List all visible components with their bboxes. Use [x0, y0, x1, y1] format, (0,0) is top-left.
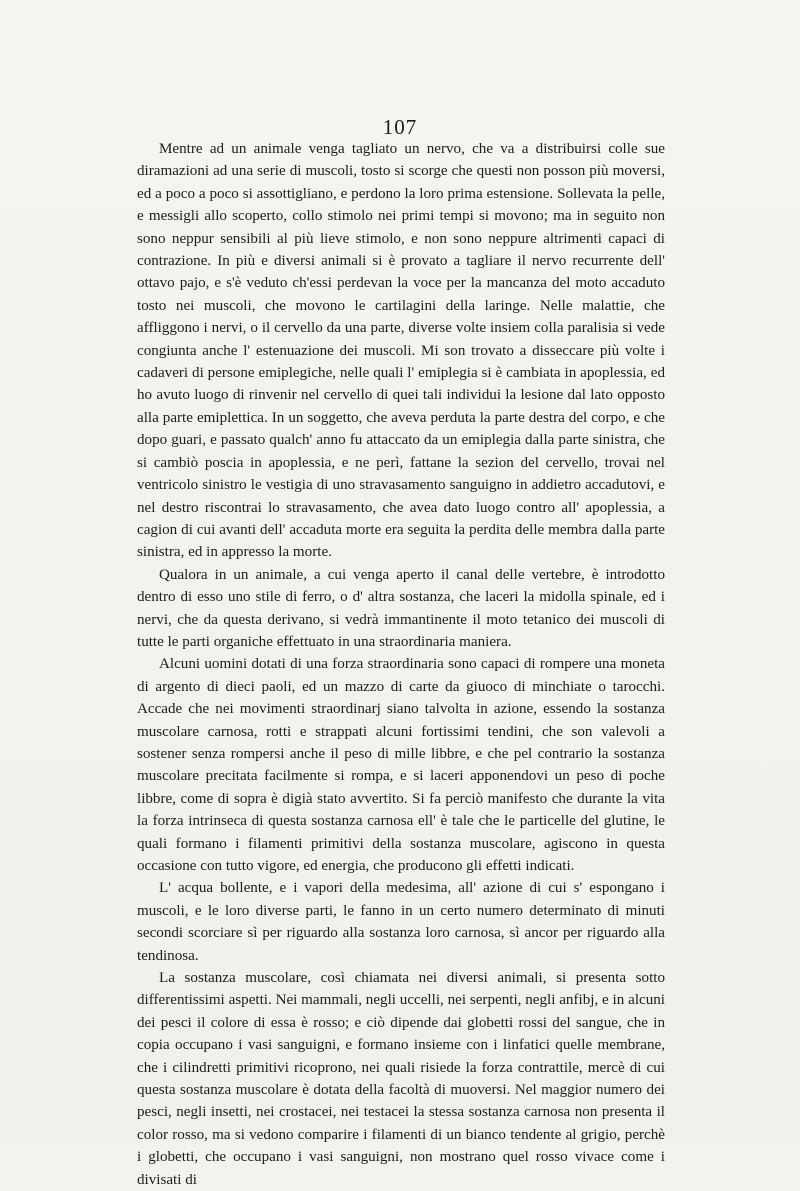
paragraph-muscle-color: La sostanza muscolare, così chiamata nei diversi animali, si presenta sotto differentissimi aspetti. Nei mammali, negli uccelli, nei serpenti, negli anfibj, e in alcuni dei pesci il colore di essa è rosso; e ciò dipende dai globetti rossi del sangue, che in copia occupano i vasi sanguigni, e formano insieme con i linfatici quelle membrane, che i cilindretti primitivi ricoprono, nei quali risiede la forza contrattile, mercè di cui questa sostanza muscolare è dotata della facoltà di muoversi. Nel maggior numero dei pesci, negli insetti, nei crostacei, nei testacei la stessa sostanza carnosa non presenta il color rosso, ma si vedono comparire i filamenti di un bianco tendente al grigio, perchè i globetti, che occupano i vasi sanguigni, non mostrano quel rosso vivace come i divisati di	[137, 970, 665, 1188]
page-number: 107	[382, 115, 418, 139]
paragraph-spinal-cord: Qualora in un animale, a cui venga aperto il canal delle vertebre, è introdotto dentro di esso uno stile di ferro, o d' altra sostanza, che laceri la midolla spinale, ed i nervi, che da questa derivano, si vedrà immantinente il moto tetanico dei muscoli di tutte le parti organiche effettuato in una straordinaria maniera.	[137, 566, 665, 650]
paragraph-strength: Alcuni uomini dotati di una forza straordinaria sono capaci di rompere una moneta di argento di dieci paoli, ed un mazzo di carte da giuoco di minchiate o tarocchi. Accade che nei movimenti straordinarj siano talvolta in azione, essendo la sostanza muscolare carnosa, rotti e strappati alcuni fortissimi tendini, che son valevoli a sostener senza rompersi anche il peso di mille libbre, e che pel contrario la sostanza muscolare precitata facilmente si rompa, e si laceri apponendovi un peso di poche libbre, come di sopra è digià stato avvertito. Si fa perciò manifesto che durante la vita la forza intrinseca di questa sostanza carnosa ell' è tale che le particelle del glutine, le quali formano i filamenti primitivi della sostanza muscolare, agiscono in questa occasione con tutto vigore, ed energia, che producono gli effetti indicati.	[137, 656, 665, 874]
paragraph-nerve-cutting: Mentre ad un animale venga tagliato un nervo, che va a distribuirsi colle sue diramazioni ad una serie di muscoli, tosto si scorge che questi non posson più moversi, ed a poco a poco si assottigliano, e perdono la loro prima estensione. Sollevata la pelle, e messigli allo scoperto, collo stimolo nei primi tempi si movono; ma in seguito non sono neppur sensibili al più lieve stimolo, e non sono neppure altrimenti capaci di contrazione. In più e diversi animali si è provato a tagliare il nervo recurrente dell' ottavo pajo, e s'è veduto ch'essi perdevan la voce per la mancanza del moto accaduto tosto nei muscoli, che movono le cartilagini della laringe. Nelle malattie, che affliggono i nervi, o il cervello da una parte, diverse volte insiem colla paralisia si vede congiunta anche l' estenuazione dei muscoli. Mi son trovato a disseccare più volte i cadaveri di persone emiplegiche, nelle quali l' emiplegia si è cambiata in apoplessia, ed ho avuto luogo di rinvenir nel cervello di quei tali individui la lesione dal lato opposto alla parte emiplettica. In un soggetto, che aveva perduta la parte destra del corpo, e che dopo guari, e passato qualch' anno fu attaccato da un emiplegia dalla parte sinistra, che si cambiò poscia in apoplessia, e ne perì, fattane la sezion del cervello, trovai nel ventricolo sinistro le vestigia di uno stravasamento sanguigno in addietro accadutovi, e nel destro riscontrai lo stravasamento, che avea dato luogo contro all' apoplessia, a cagion di cui avanti dell' accaduta morte era seguita la perdita delle membra dalla parte sinistra, ed in appresso la morte.	[137, 141, 665, 561]
body-text	[137, 138, 665, 1191]
paragraph-boiling-water: L' acqua bollente, e i vapori della medesima, all' azione di cui s' espongano i muscoli, e le loro diverse parti, le fanno in un certo numero determinato di minuti secondi scorciare sì per riguardo alla sostanza loro carnosa, sì ancor per riguardo alla tendinosa.	[137, 880, 665, 964]
